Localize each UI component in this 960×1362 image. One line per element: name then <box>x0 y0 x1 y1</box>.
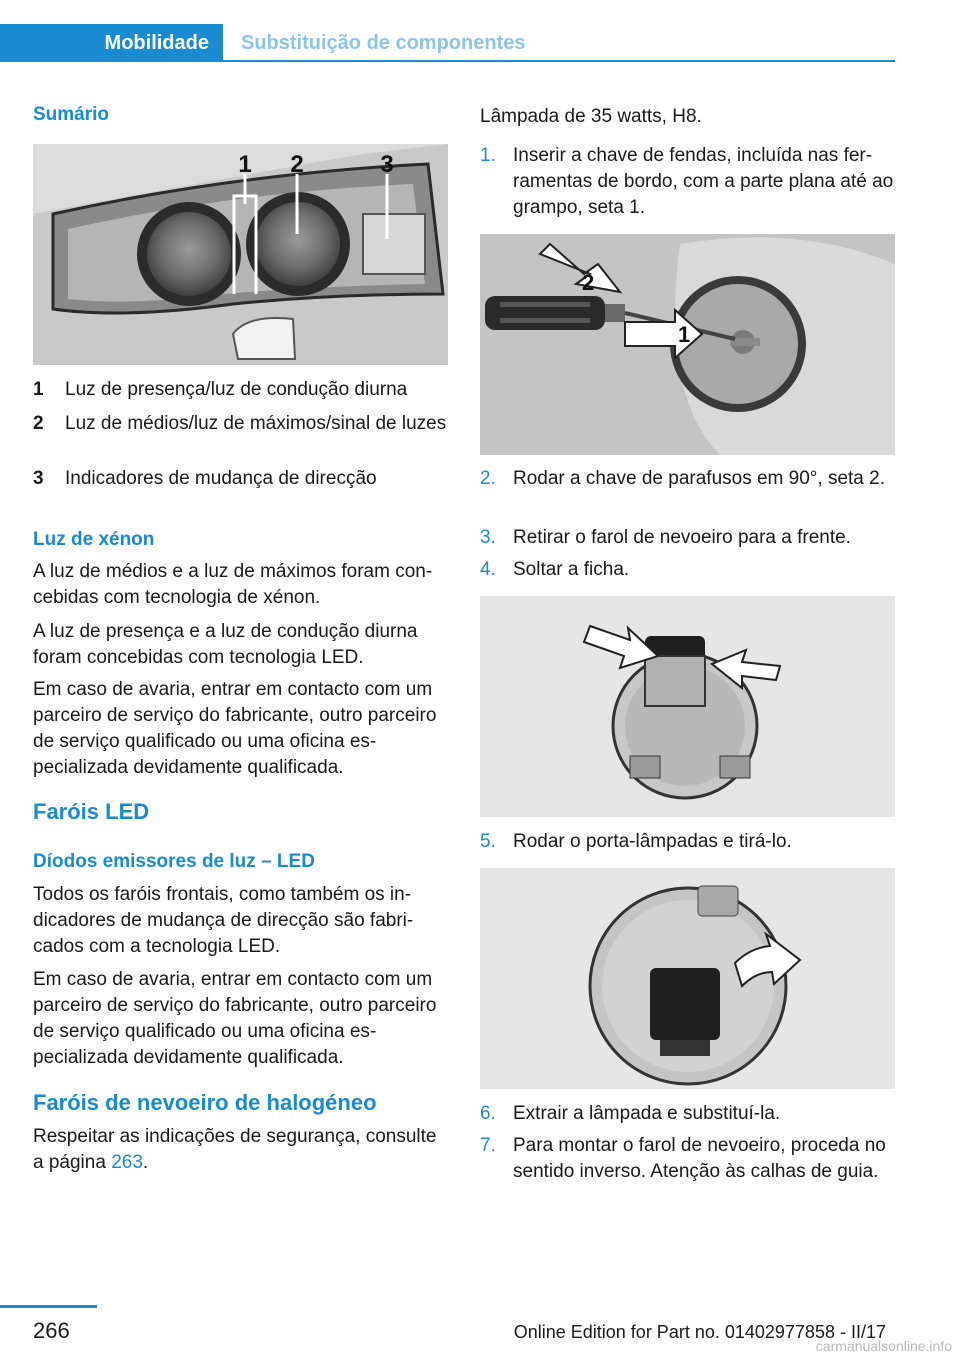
watermark: carmanualsonline.info <box>815 1338 952 1354</box>
footer-divider <box>0 1305 97 1308</box>
legend-item-1 <box>33 377 448 403</box>
step-number: 6. <box>480 1103 496 1124</box>
step-2 <box>480 466 895 492</box>
step-text: Rodar a chave de parafusos em 90°, seta 2. <box>513 468 885 489</box>
edition-label: Online Edition for Part no. 01402977858 - II/17 <box>513 1322 886 1342</box>
arrow-label-1: 1 <box>678 322 691 347</box>
legend-text: Luz de presença/luz de condução diurna <box>65 379 408 400</box>
led-paragraph-1: Todos os faróis frontais, como também os indicadores de mudança de direcção são fabricados com a tecnologia LED. <box>33 884 414 957</box>
step-number: 4. <box>480 559 496 580</box>
xenon-heading: Luz de xénon <box>33 529 155 550</box>
legend-number: 2 <box>33 413 44 434</box>
bulb-holder-illustration <box>480 868 895 1089</box>
step-number: 3. <box>480 527 496 548</box>
led-paragraph-2: Em caso de avaria, entrar em contacto com um parceiro de serviço do fabricante, outro parceiro de serviço qualificado ou uma oficina especializada devidamente qualificada. <box>33 969 437 1068</box>
header-divider <box>0 60 895 62</box>
screwdriver-figure <box>480 234 895 455</box>
headlight-overview-figure <box>33 144 448 365</box>
headlight-illustration <box>33 144 448 365</box>
legend-text: Indicadores de mudança de direcção <box>65 468 377 489</box>
screwdriver-illustration <box>480 234 895 455</box>
bulb-holder <box>650 968 720 1040</box>
bulb-holder-figure <box>480 868 895 1089</box>
page-number: 266 <box>33 1318 70 1343</box>
callout-1: 1 <box>238 151 252 178</box>
step-number: 1. <box>480 145 496 166</box>
tab-mobilidade[interactable]: Mobilidade <box>0 24 223 62</box>
step-text: Rodar o porta-lâmpadas e tirá-lo. <box>513 831 792 852</box>
connector-illustration <box>480 596 895 817</box>
legend-item-2 <box>33 411 448 437</box>
step-number: 7. <box>480 1135 496 1156</box>
step-7 <box>480 1133 895 1185</box>
step-text: Retirar o farol de nevoeiro para a frente. <box>513 527 851 548</box>
step-number: 2. <box>480 468 496 489</box>
step-number: 5. <box>480 831 496 852</box>
connector-figure <box>480 596 895 817</box>
step-4 <box>480 557 895 583</box>
xenon-paragraph-3: Em caso de avaria, entrar em contacto com um parceiro de serviço do fabricante, outro parceiro de serviço qualificado ou uma oficina especializada devidamente qualificada. <box>33 679 437 778</box>
callout-3: 3 <box>380 151 394 178</box>
legend-text: Luz de médios/luz de máximos/sinal de luzes <box>65 413 447 434</box>
legend-item-3 <box>33 466 448 492</box>
screwdriver-handle <box>485 296 605 330</box>
led-heading: Faróis LED <box>33 799 150 824</box>
fog-text-end: . <box>142 1152 149 1173</box>
step-5 <box>480 829 895 855</box>
summary-heading: Sumário <box>33 104 110 125</box>
tab-substituicao-componentes[interactable]: Substituição de componentes <box>241 31 526 54</box>
step-text: Extrair a lâmpada e substituí-la. <box>513 1103 781 1124</box>
legend-number: 1 <box>33 379 44 400</box>
step-text: Inserir a chave de fendas, incluída nas ferramentas de bordo, com a parte plana até ao grampo, seta 1. <box>513 145 894 218</box>
page-header <box>0 0 960 62</box>
fog-paragraph <box>33 1124 448 1176</box>
step-1 <box>480 143 895 221</box>
step-3 <box>480 525 895 551</box>
arrow-label-2: 2 <box>582 270 595 295</box>
xenon-paragraph-1: A luz de médios e a luz de máximos foram concebidas com tecnologia de xénon. <box>33 561 433 608</box>
fog-heading: Faróis de nevoeiro de halogéneo <box>33 1090 377 1115</box>
xenon-paragraph-2: A luz de presença e a luz de condução diurna foram concebidas com tecnologia LED. <box>33 621 418 668</box>
callout-2: 2 <box>290 151 304 178</box>
page-reference-link[interactable]: 263 <box>111 1152 143 1173</box>
step-text: Soltar a ficha. <box>513 559 630 580</box>
step-6 <box>480 1101 895 1127</box>
legend-number: 3 <box>33 468 44 489</box>
fog-text: Respeitar as indicações de segurança, consulte a página <box>33 1126 437 1173</box>
bulb-spec: Lâmpada de 35 watts, H8. <box>480 106 702 127</box>
diodes-heading: Díodos emissores de luz – LED <box>33 851 315 872</box>
step-text: Para montar o farol de nevoeiro, proceda no sentido inverso. Atenção às calhas de guia. <box>513 1135 886 1182</box>
